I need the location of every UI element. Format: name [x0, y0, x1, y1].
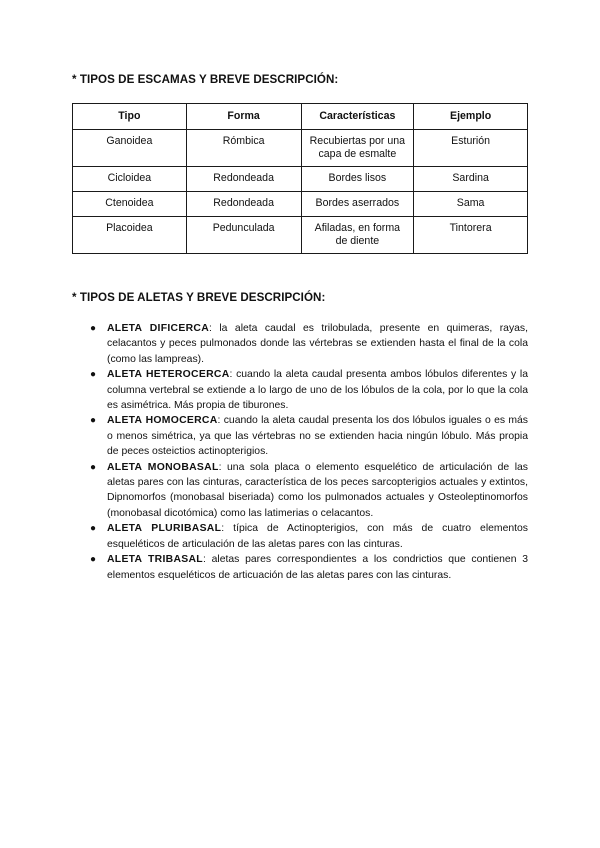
fin-description: : cuando la aleta caudal presenta ambos lóbulos diferentes y la columna vertebral se extiende a lo largo de uno de los lóbulos de la cola, por lo que la cola es asimétrica. Más propia de tiburones.: [107, 369, 528, 412]
fins-list: [90, 321, 528, 583]
table-cell: Tintorera: [414, 217, 528, 254]
list-item: [90, 413, 528, 459]
list-item: [90, 321, 528, 367]
fin-description: : aletas pares correspondientes a los condrictios que contienen 3 elementos esqueléticos de articuación de las aletas pares con las cinturas.: [107, 554, 529, 581]
header-caracteristicas: Características: [301, 104, 414, 130]
fin-description: : típica de Actinopterigios, con más de cuatro elementos esqueléticos de articulación de las aletas pares con las cinturas.: [107, 523, 528, 550]
bullet-icon: ●: [90, 415, 97, 427]
bullet-icon: ●: [90, 369, 97, 381]
table-cell: Esturión: [414, 130, 528, 167]
table-cell: Afiladas, en forma de diente: [301, 217, 414, 254]
table-cell: Ganoidea: [73, 130, 187, 167]
list-item: [90, 460, 528, 522]
list-item: [90, 521, 528, 552]
table-header-row: [73, 104, 528, 130]
table-cell: Recubiertas por una capa de esmalte: [301, 130, 414, 167]
fin-description: : una sola placa o elemento esquelético de articulación de las aletas pares con las cinturas, característica de los peces sarcopterigios actuales y extintos, Dipnomorfos (monobasal biseriada) como los pulmonados actuales y Osteoleptinomorfos (monobasal dicotómica) como las latimerias o celacantos.: [107, 461, 528, 519]
table-row: [73, 192, 528, 217]
header-tipo: Tipo: [73, 104, 187, 130]
fins-section-title: * TIPOS DE ALETAS Y BREVE DESCRIPCIÓN:: [72, 291, 326, 304]
table-cell: Bordes aserrados: [301, 192, 414, 217]
table-cell: Ctenoidea: [73, 192, 187, 217]
table-cell: Cicloidea: [73, 167, 187, 192]
fin-term: ALETA HOMOCERCA: [107, 415, 218, 427]
table-cell: Placoidea: [73, 217, 187, 254]
fin-description: : cuando la aleta caudal presenta los dos lóbulos iguales o es más o menos simétrica, ya que las vértebras no se extienden hacia ningún lóbulo. Más propia de peces osteictios actinopterigios.: [107, 415, 528, 458]
table-row: [73, 217, 528, 254]
table-row: [73, 130, 528, 167]
bullet-icon: ●: [90, 554, 97, 566]
list-item: [90, 367, 528, 413]
bullet-icon: ●: [90, 523, 97, 535]
bullet-icon: ●: [90, 323, 97, 334]
table-cell: Sama: [414, 192, 528, 217]
table-cell: Pedunculada: [186, 217, 301, 254]
fin-term: ALETA TRIBASAL: [107, 554, 203, 566]
fin-term: ALETA PLURIBASAL: [107, 523, 222, 535]
scales-table: [72, 103, 528, 254]
scales-section-title: * TIPOS DE ESCAMAS Y BREVE DESCRIPCIÓN:: [72, 73, 339, 86]
table-cell: Sardina: [414, 167, 528, 192]
bullet-icon: ●: [90, 461, 97, 473]
header-forma: Forma: [186, 104, 301, 130]
table-cell: Rómbica: [186, 130, 301, 167]
table-row: [73, 167, 528, 192]
header-ejemplo: Ejemplo: [414, 104, 528, 130]
table-cell: Redondeada: [186, 167, 301, 192]
fin-description: : la aleta caudal es trilobulada, presente en quimeras, rayas, celacantos y peces pulmonados donde las vértebras se extienden hasta el final de la cola (como las lampreas).: [107, 323, 528, 365]
table-cell: Redondeada: [186, 192, 301, 217]
table-cell: Bordes lisos: [301, 167, 414, 192]
fin-term: ALETA DIFICERCA: [107, 323, 210, 334]
fin-term: ALETA HETEROCERCA: [107, 369, 230, 381]
list-item: [90, 552, 528, 583]
fin-term: ALETA MONOBASAL: [107, 461, 219, 473]
